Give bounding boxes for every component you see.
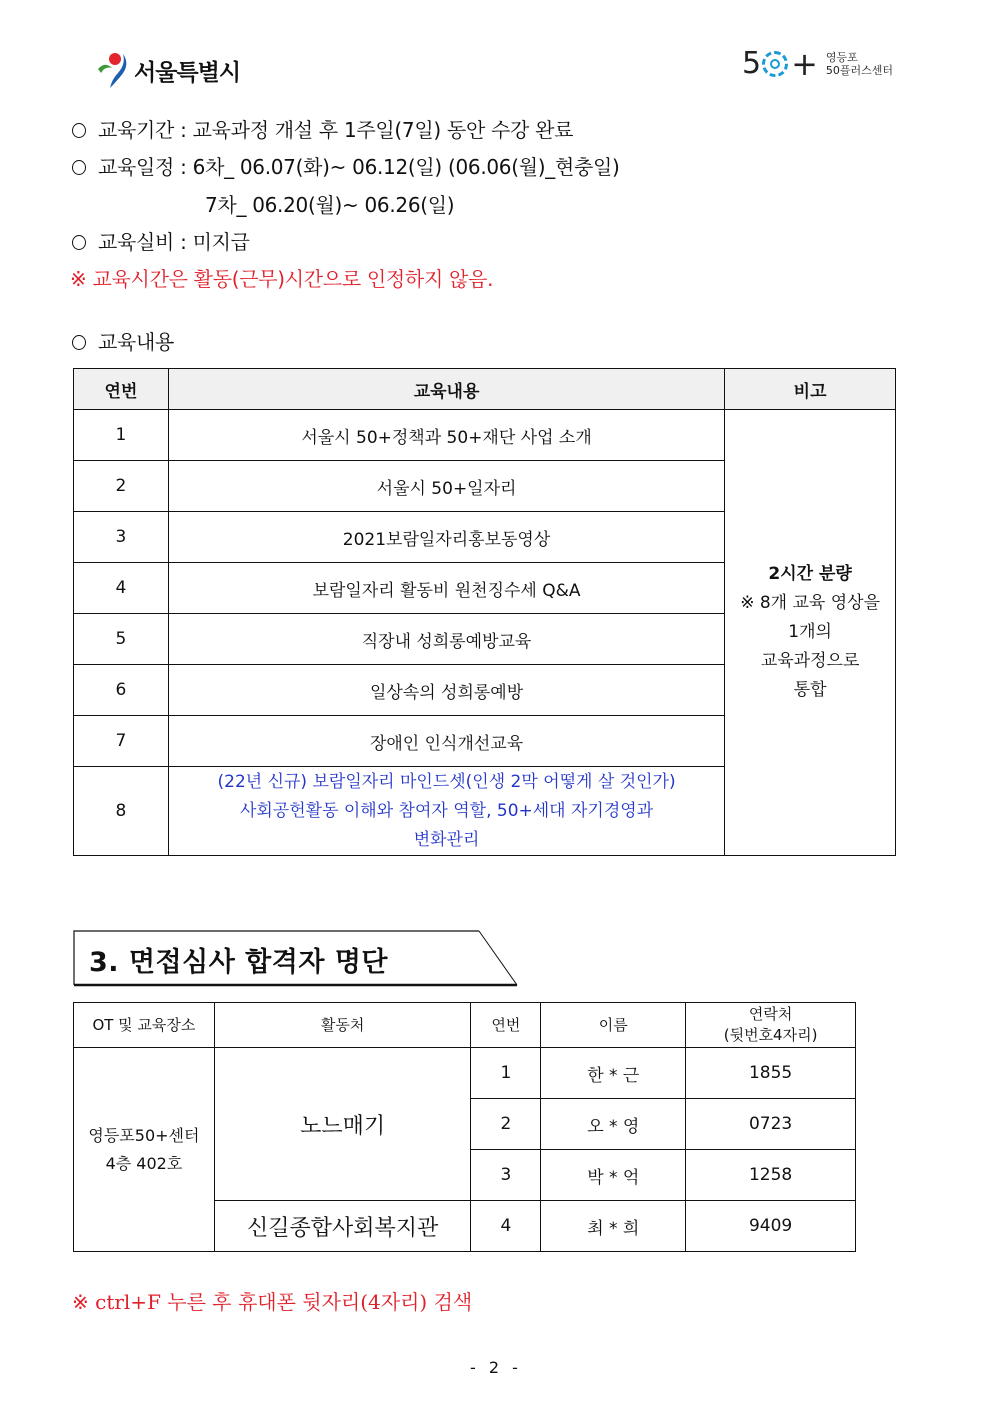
table-row: 1 서울시 50+정책과 50+재단 사업 소개 2시간 분량 ※ 8개 교육 영상을 1개의 교육과정으로 통합 bbox=[74, 410, 896, 461]
table-header-row: OT 및 교육장소 활동처 연번 이름 연락처 (뒷번호4자리) bbox=[74, 1003, 856, 1048]
table-row: 5 직장내 성희롱예방교육 bbox=[74, 614, 896, 665]
table-row: 7 장애인 인식개선교육 bbox=[74, 716, 896, 767]
circle-bullet-icon bbox=[72, 335, 86, 350]
org-cell: 신길종합사회복지관 bbox=[214, 1201, 471, 1252]
section-title-box bbox=[73, 930, 517, 985]
table-row: 신길종합사회복지관 4 최 * 희 9409 bbox=[74, 1201, 856, 1252]
curriculum-table bbox=[73, 368, 896, 856]
warning-text: ※ 교육시간은 활동(근무)시간으로 인정하지 않음. bbox=[70, 267, 494, 291]
header-note: 비고 bbox=[725, 369, 896, 410]
circle-bullet-icon bbox=[72, 235, 86, 250]
seoul-city-logo bbox=[96, 50, 240, 90]
table-row: 3 2021보람일자리홍보동영상 bbox=[74, 512, 896, 563]
seoul-logo-text: 서울특별시 bbox=[134, 59, 241, 86]
header-content: 교육내용 bbox=[168, 369, 724, 410]
circle-bullet-icon bbox=[72, 123, 86, 138]
header-no: 연번 bbox=[74, 369, 169, 410]
table-row: 2 오 * 영 0723 bbox=[74, 1099, 856, 1150]
logo-five: 5 bbox=[742, 46, 762, 81]
table-row: 4 보람일자리 활동비 원천징수세 Q&A bbox=[74, 563, 896, 614]
yeongdeungpo-50plus-logo bbox=[742, 45, 894, 83]
seoul-emblem-icon bbox=[96, 51, 132, 89]
logo-ring-icon bbox=[762, 51, 788, 77]
search-tip: ※ ctrl+F 누른 후 휴대폰 뒷자리(4자리) 검색 bbox=[72, 1290, 473, 1314]
note-cell: 2시간 분량 ※ 8개 교육 영상을 1개의 교육과정으로 통합 bbox=[725, 410, 896, 856]
org-cell: 노느매기 bbox=[214, 1048, 471, 1201]
table-row: 2 서울시 50+일자리 bbox=[74, 461, 896, 512]
education-schedule: 교육일정 : 6차_ 06.07(화)~ 06.12(일) (06.06(월)_현충일) bbox=[72, 151, 620, 180]
section-title: 3. 면접심사 합격자 명단 bbox=[89, 947, 388, 978]
passed-applicants-table bbox=[73, 1002, 856, 1252]
table-row: 3 박 * 억 1258 bbox=[74, 1150, 856, 1201]
table-row: 6 일상속의 성희롱예방 bbox=[74, 665, 896, 716]
table-header-row bbox=[74, 369, 896, 410]
education-schedule-line2: 7차_ 06.20(월)~ 06.26(일) bbox=[205, 193, 455, 217]
new-course-content: (22년 신규) 보람일자리 마인드셋(인생 2막 어떻게 살 것인가) 사회공헌활동 이해와 참여자 역할, 50+세대 자기경영과 변화관리 bbox=[168, 767, 724, 856]
circle-bullet-icon bbox=[72, 160, 86, 175]
table-row: 8 (22년 신규) 보람일자리 마인드셋(인생 2막 어떻게 살 것인가) 사회공헌활동 이해와 참여자 역할, 50+세대 자기경영과 변화관리 bbox=[74, 767, 896, 856]
location-cell: 영등포50+센터 4층 402호 bbox=[74, 1048, 215, 1252]
logo-plus: + bbox=[791, 45, 818, 83]
education-period: 교육기간 : 교육과정 개설 후 1주일(7일) 동안 수강 완료 bbox=[72, 114, 573, 143]
logo-subtext: 영등포 50플러스센터 bbox=[825, 51, 894, 77]
education-content-label: 교육내용 bbox=[72, 326, 174, 355]
table-row: 영등포50+센터 4층 402호 노느매기 1 한 * 근 1855 bbox=[74, 1048, 856, 1099]
page-number: - 2 - bbox=[470, 1358, 522, 1377]
education-expense: 교육실비 : 미지급 bbox=[72, 226, 250, 255]
